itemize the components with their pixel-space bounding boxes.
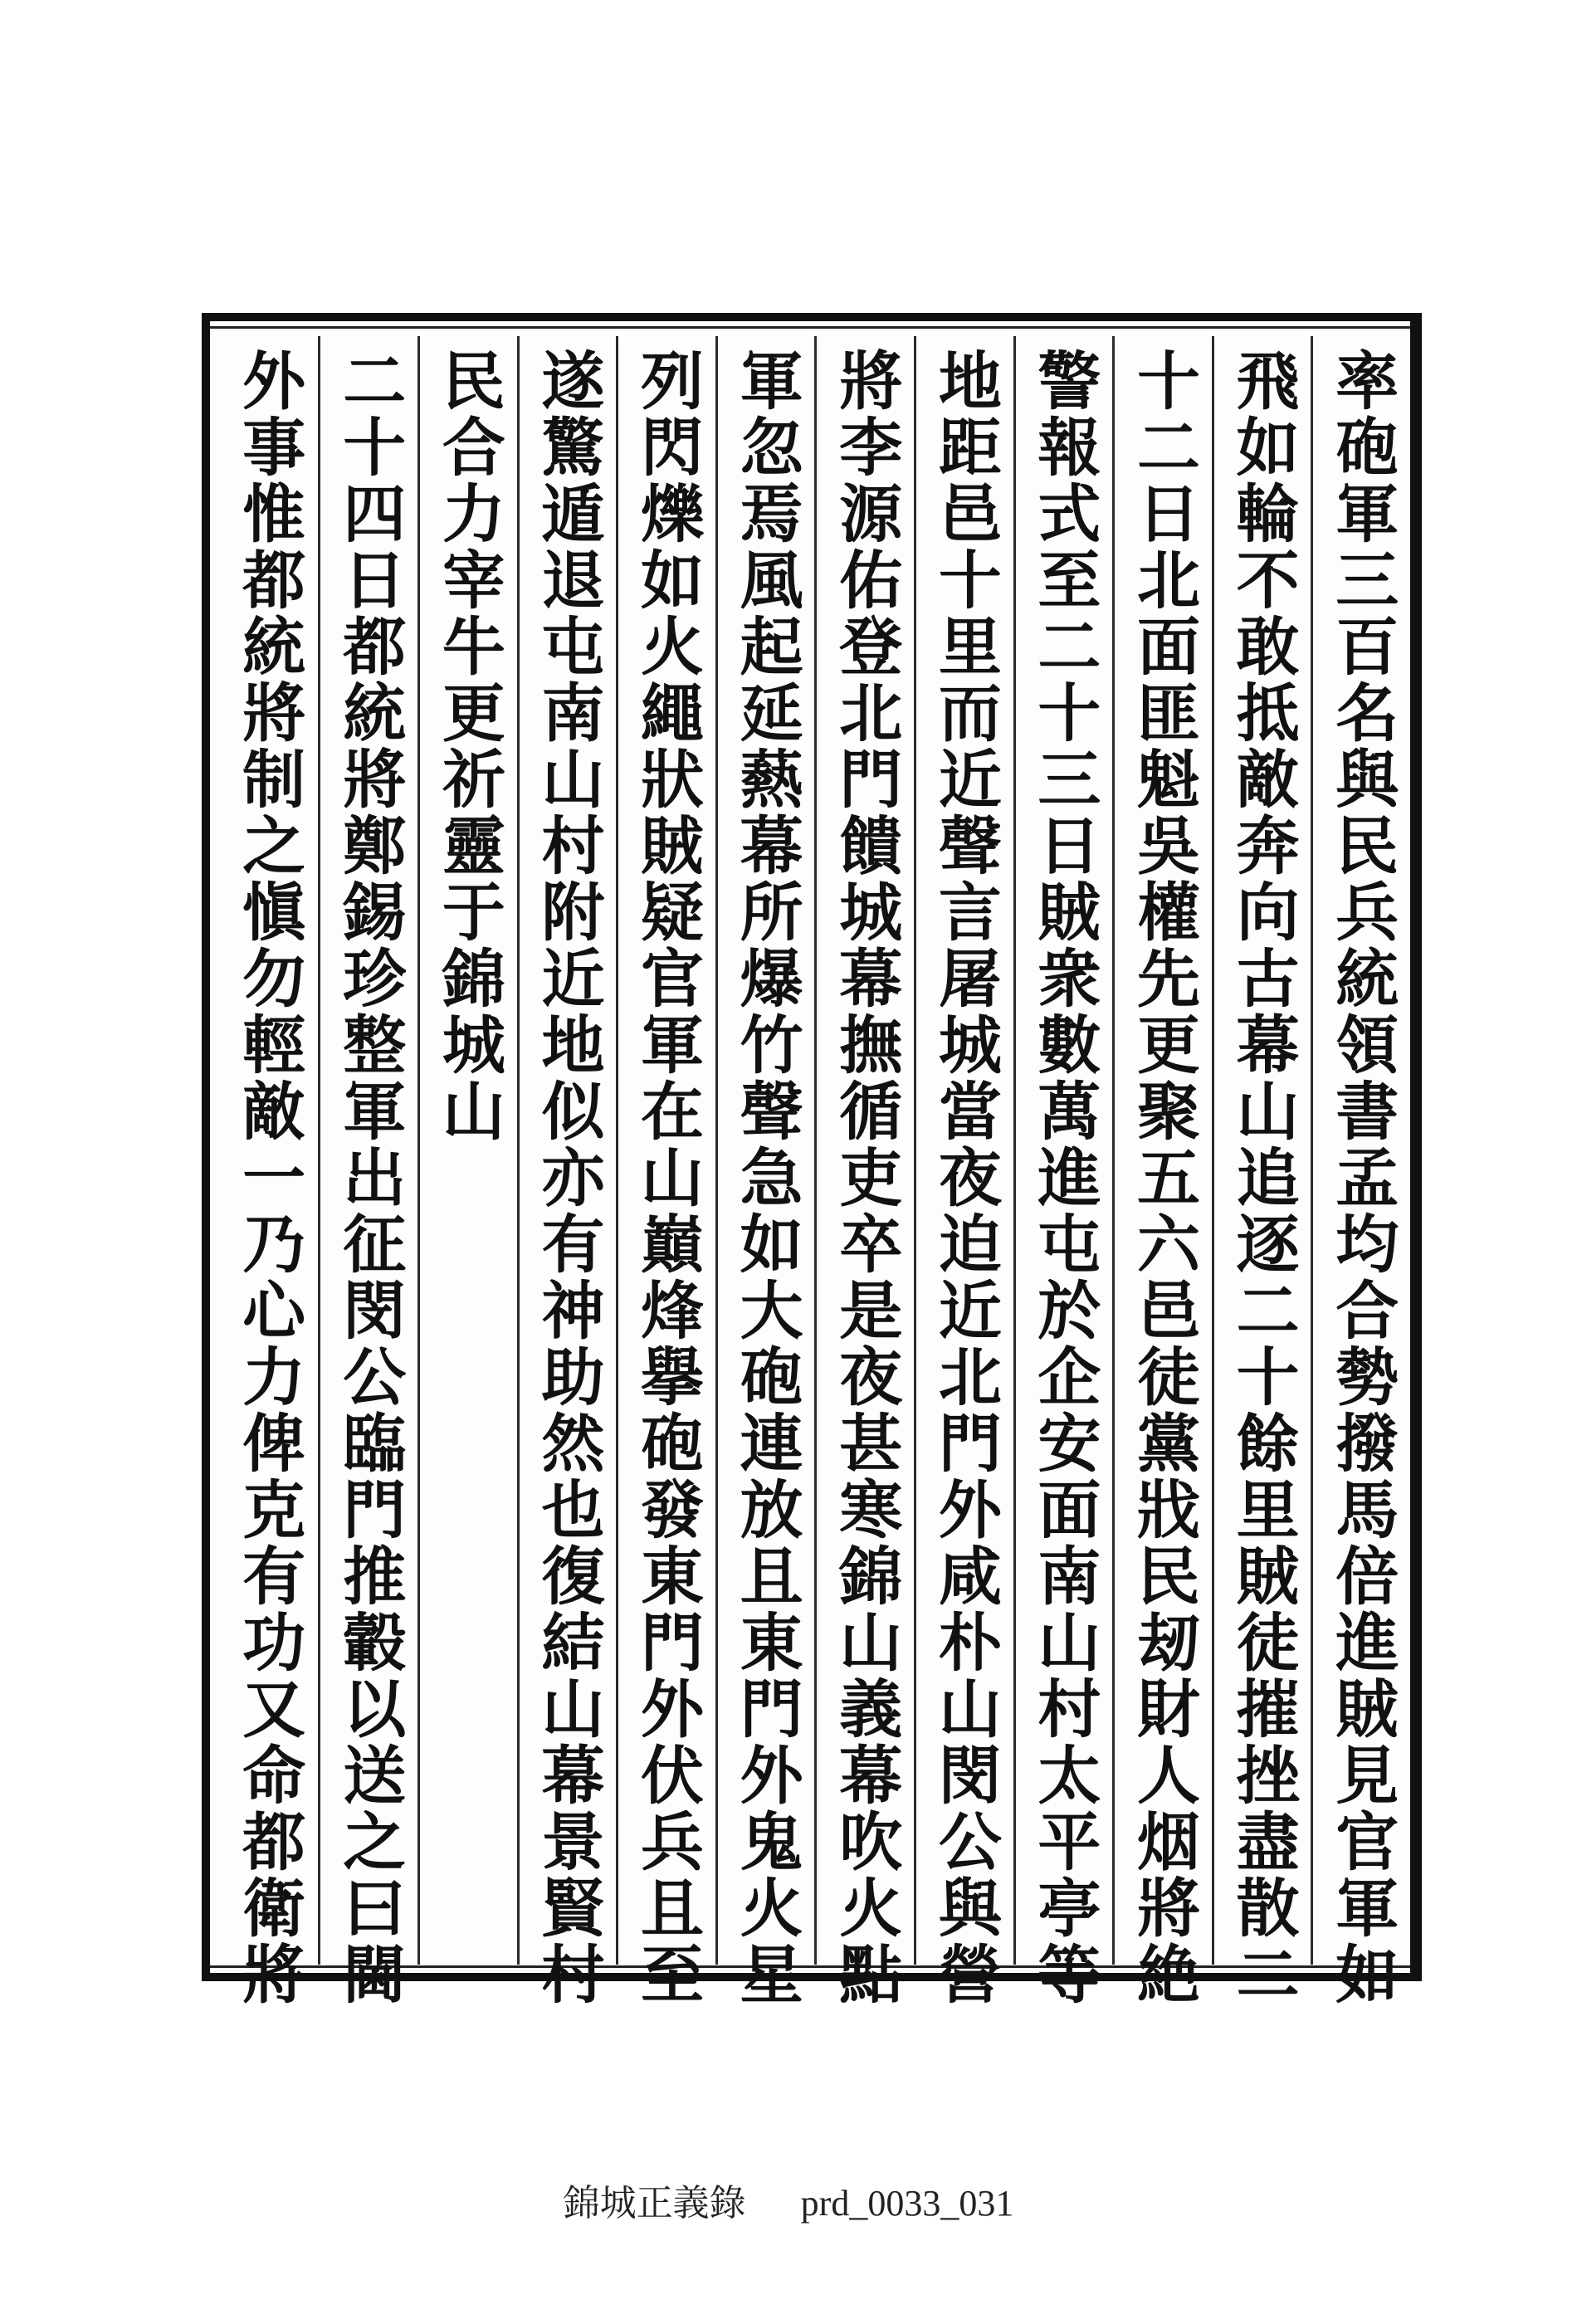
book-title: 錦城正義錄 xyxy=(563,2182,746,2224)
text-column xyxy=(417,336,517,1965)
text-column xyxy=(517,336,617,2008)
column-text: 率砲軍三百名與民兵統領書孟均合勢撥馬倍進賊見官軍如 xyxy=(1325,348,1399,2008)
column-text: 飛如輪不敢抵敵奔向古幕山追逐二十餘里賊徒摧挫盡散二 xyxy=(1226,348,1301,2008)
text-column xyxy=(616,336,715,2008)
page-code: prd_0033_031 xyxy=(800,2183,1014,2224)
page-footer xyxy=(0,2173,1577,2226)
column-text: 地距邑十里而近聲言屠城當夜迫近北門外咸朴山閔公與營 xyxy=(928,348,1003,2008)
column-text: 警報式至二十三日賊衆數萬進屯於企安面南山村太平亭等 xyxy=(1027,348,1101,2008)
text-column xyxy=(914,336,1013,2008)
text-columns xyxy=(218,336,1410,2008)
column-text: 十二日北面匪魁吳權先更聚五六邑徒黨戕民刼財人烟將絶 xyxy=(1126,348,1201,2008)
column-text: 列閃爍如火繩狀賊疑官軍在山巔烽擧砲發東門外伏兵且至 xyxy=(630,348,705,2008)
column-text: 外事惟都統將制之愼勿輕敵一乃心力俾克有功又命都衛將 xyxy=(232,348,306,2008)
text-column xyxy=(814,336,914,2008)
text-frame xyxy=(202,313,1422,2008)
column-text: 二十四日都統將鄭錫珍整軍出征閔公臨門推轂以送之曰閫 xyxy=(332,348,407,2008)
text-column xyxy=(1311,336,1410,2008)
text-column xyxy=(715,336,815,2008)
frame-rule-top xyxy=(210,326,1410,329)
text-column xyxy=(219,336,319,2008)
column-text: 民合力宰牛更祈靈于錦城山 xyxy=(432,348,506,1145)
text-column xyxy=(1112,336,1212,2008)
column-text: 將李源佑登北門饋城幕撫循吏卒是夜甚寒錦山義幕吹火點 xyxy=(828,348,903,2008)
text-column xyxy=(318,336,417,2008)
text-column xyxy=(1013,336,1113,2008)
column-text: 軍忽焉風起延爇幕所爆竹聲急如大砲連放且東門外鬼火星 xyxy=(730,348,804,2008)
column-text: 遂驚遁退屯南山村附近地似亦有神助然也復結山幕景賢村 xyxy=(530,348,605,2008)
text-column xyxy=(1212,336,1311,2008)
